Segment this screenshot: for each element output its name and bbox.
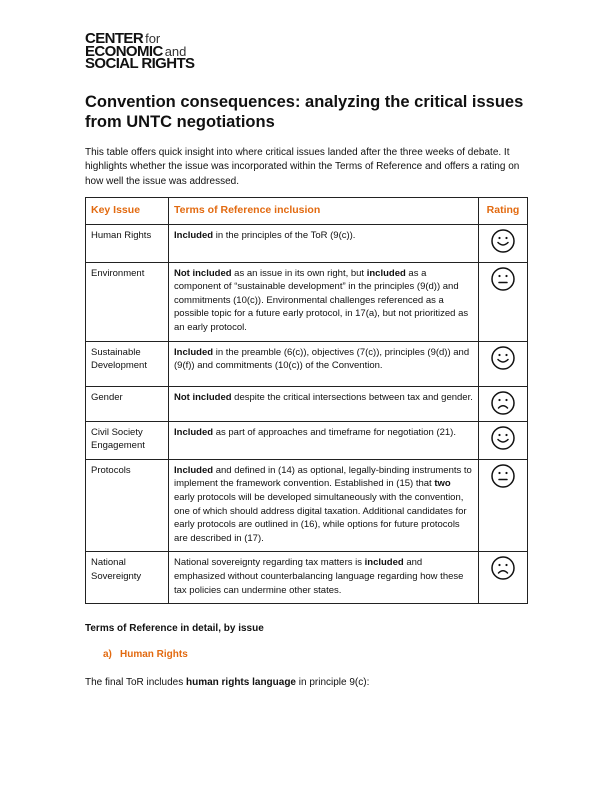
page-title: Convention consequences: analyzing the critical issues from UNTC negotiations (85, 93, 524, 131)
issue-cell: Environment (86, 262, 169, 341)
logo-word: for (145, 31, 161, 46)
rating-cell (479, 262, 528, 341)
issue-cell: Protocols (86, 459, 169, 552)
table-row (86, 262, 528, 341)
rating-cell (479, 224, 528, 262)
table-row (86, 341, 528, 386)
neutral-face-icon (491, 464, 515, 488)
table-row (86, 421, 528, 459)
logo-word: and (164, 43, 187, 59)
table-row (86, 552, 528, 604)
happy-face-icon (491, 229, 515, 253)
rating-cell (479, 386, 528, 421)
inclusion-cell: Included as part of approaches and timeframe for negotiation (21). (169, 421, 479, 459)
happy-face-icon (491, 346, 515, 370)
list-marker: a) (103, 649, 112, 660)
logo-word: ECONOMIC (85, 42, 163, 60)
issue-cell: Civil Society Engagement (86, 421, 169, 459)
inclusion-cell: Not included as an issue in its own right, but included as a component of “sustainable development” in the principles (9(d)) and commitments (10(c)). Environmental challenges referenced as a possible topic for a future early protocol, in 17(a), but not prioritized as an early protocol. (169, 262, 479, 341)
happy-face-icon (491, 426, 515, 450)
neutral-face-icon (491, 267, 515, 291)
body-paragraph: The final ToR includes human rights language in principle 9(c): (85, 677, 370, 688)
header-tor-inclusion: Terms of Reference inclusion (169, 198, 479, 225)
rating-cell (479, 421, 528, 459)
issue-cell: National Sovereignty (86, 552, 169, 604)
table-row (86, 459, 528, 552)
rating-cell (479, 341, 528, 386)
rating-cell (479, 552, 528, 604)
logo-word: SOCIAL RIGHTS (85, 55, 195, 72)
section-a-heading (103, 649, 188, 660)
issues-table (85, 197, 528, 604)
intro-paragraph: This table offers quick insight into where critical issues landed after the three weeks of debate. It highlights whether the issue was incorporated within the Terms of Reference and offers a rating on how well the issue was addressed. (85, 147, 520, 187)
table-row (86, 224, 528, 262)
issue-cell: Gender (86, 386, 169, 421)
header-rating: Rating (479, 198, 528, 225)
header-key-issue: Key Issue (86, 198, 169, 225)
issue-cell: Human Rights (86, 224, 169, 262)
sad-face-icon (491, 556, 515, 580)
inclusion-cell: National sovereignty regarding tax matters is included and emphasized without counterbalancing language regarding how these tax policies can undermine other states. (169, 552, 479, 604)
inclusion-cell: Included in the principles of the ToR (9(c)). (169, 224, 479, 262)
inclusion-cell: Included in the preamble (6(c)), objectives (7(c)), principles (9(d)) and (9(f)) and commitments (10(c)) of the Convention. (169, 341, 479, 386)
cesr-logo (85, 30, 195, 72)
section-label: Human Rights (120, 649, 188, 660)
inclusion-cell: Included and defined in (14) as optional, legally-binding instruments to implement the framework convention. Established in (15) that two early protocols will be developed simultaneously with the convention, one of which should address digital taxation. Additional candidates for early protocols are outlined in (16), while options for future protocols are described in (17). (169, 459, 479, 552)
inclusion-cell: Not included despite the critical intersections between tax and gender. (169, 386, 479, 421)
logo-word: CENTER (85, 30, 144, 47)
sad-face-icon (491, 391, 515, 415)
section-subheading: Terms of Reference in detail, by issue (85, 623, 264, 634)
issue-cell: Sustainable Development (86, 341, 169, 386)
rating-cell (479, 459, 528, 552)
table-row (86, 386, 528, 421)
table-header-row (86, 198, 528, 225)
